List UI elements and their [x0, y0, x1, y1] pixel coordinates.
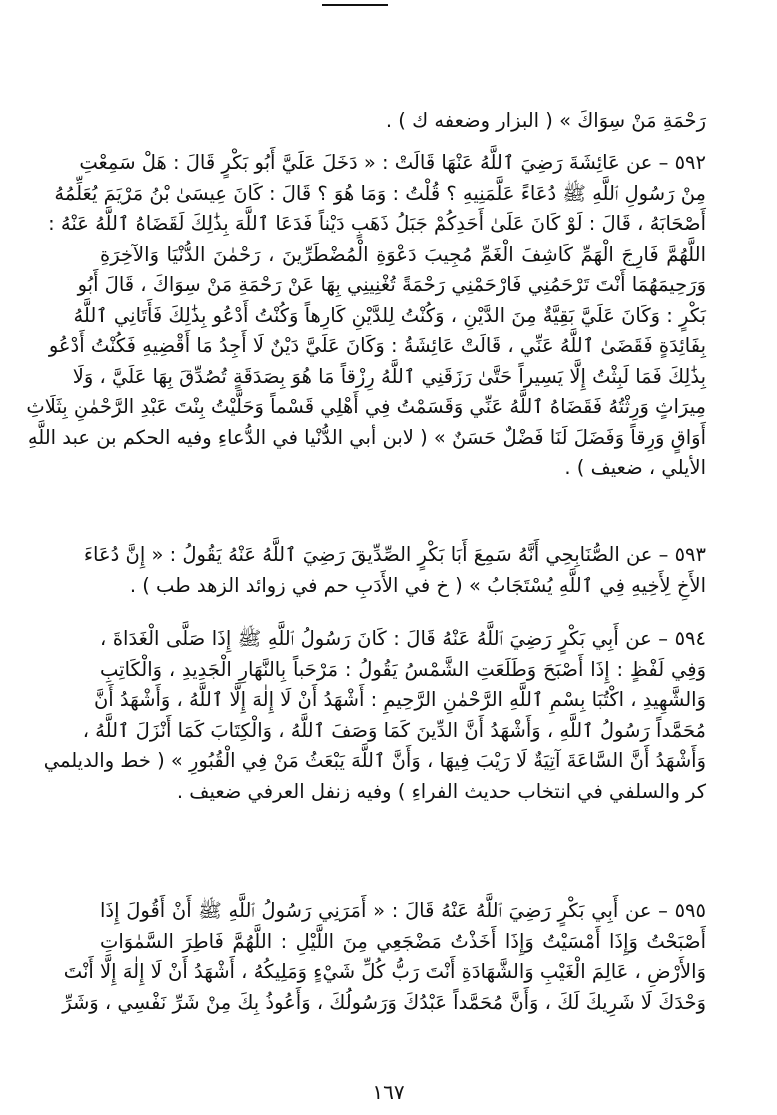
- text-line: وَالأَرْضِ ، عَالِمَ الْغَيْبِ وَالشَّهَادَةِ أَنْتَ رَبُّ كُلِّ شَيْءٍ وَمَلِيكُهُ ، أَشْهَدُ أَنْ لَا إِلٰهَ إِلَّا أَنْتَ: [63, 960, 706, 983]
- text-line: ٥٩٢ – عن عَائِشَةَ رَضِيَ ٱللَّهُ عَنْهَا قَالَتْ : « دَخَلَ عَلَيَّ أَبُو بَكْرٍ قَالَ : هَلْ سَمِعْتِ: [79, 151, 706, 174]
- text-line: بِذَٰلِكَ فَمَا لَبِثْتُ إِلَّا يَسِيراً حَتَّىٰ رَزَقَنِي ٱللَّهُ رِزْقاً مَا هُوَ بِصَدَقَةٍ تُصُدِّقَ بِهَا عَلَيَّ ، وَلَا: [72, 364, 706, 388]
- text-line: كر والسلفي في انتخاب حديث الفراءِ ) وفيه زنفل العرفي ضعيف .: [176, 779, 706, 803]
- text-line: مِيرَاثٍ وَرِثْتُهُ فَقَضَاهُ ٱللَّهُ عَنِّي وَقَسَمْتُ فِي أَهْلِي قَسْماً وَحَلَّيْتُ بِنْتَ عَبْدِ الرَّحْمٰنِ بِثَلَاثِ: [26, 395, 706, 418]
- text-line: رَحْمَةِ مَنْ سِوَاكَ » ( البزار وضعفه ك ) .: [385, 109, 706, 132]
- text-line: ٥٩٥ – عن أَبِي بَكْرٍ رَضِيَ ٱللَّهُ عَنْهُ قَالَ : « أَمَرَنِي رَسُولُ ٱللَّهِ ﷺ أَنْ أَقُولَ إِذَا: [100, 899, 706, 922]
- text-line: الأَخِ لِأَخِيهِ فِي ٱللَّهِ يُسْتَجَابُ » ( خ في الأَدَبِ حم في زوائد الزهد طب ) .: [129, 573, 706, 597]
- text-line: الأيلي ، ضعيف ) .: [564, 456, 706, 479]
- hadith-592-paragraph: [26, 148, 706, 484]
- text-line: بِفَائِدَةٍ فَقَضَىٰ ٱللَّهُ عَنِّي ، قَالَتْ عَائِشَةُ : وَكَانَ عَلَيَّ دَيْنٌ لَا أَجِدُ مَا أَقْضِيهِ فَكُنْتُ أَدْعُو: [48, 334, 706, 357]
- continuation-paragraph: [100, 106, 706, 137]
- text-line: وَفِي لَفْظٍ : إِذَا أَصْبَحَ وَطَلَعَتِ الشَّمْسُ يَقُولُ : مَرْحَباً بِالنَّهَارِ الْجَدِيدِ ، وَالْكَاتِبِ: [100, 657, 706, 681]
- hadith-594-paragraph: [43, 624, 706, 807]
- text-line: أَصْحَابَهُ ، قَالَ : لَوْ كَانَ عَلَىٰ أَحَدِكُمْ جَبَلُ ذَهَبٍ دَيْناً فَدَعَا ٱللَّهَ بِذَٰلِكَ لَقَضَاهُ ٱللَّهُ عَنْهُ :: [48, 212, 706, 235]
- text-line: وَأَشْهَدُ أَنَّ السَّاعَةَ آتِيَةٌ لَا رَيْبَ فِيهَا ، وَأَنَّ ٱللَّهَ يَبْعَثُ مَنْ فِي الْقُبُورِ » ( خط والديلمي: [43, 749, 706, 772]
- hadith-593-paragraph: [83, 540, 706, 601]
- text-line: اللَّهُمَّ فَارِجَ الْهَمِّ كَاشِفَ الْغَمِّ مُجِيبَ دَعْوَةِ الْمُضْطَرِّينَ ، رَحْمٰنَ الدُّنْيَا وَالآخِرَةِ: [100, 242, 706, 266]
- text-line: ٥٩٤ – عن أَبِي بَكْرٍ رَضِيَ ٱللَّهُ عَنْهُ قَالَ : كَانَ رَسُولُ ٱللَّهِ ﷺ إِذَا صَلَّى الْغَدَاةَ ،: [100, 627, 706, 650]
- text-line: بَكْرٍ : وَكَانَ عَلَيَّ بَقِيَّةٌ مِنَ الدَّيْنِ ، وَكُنْتُ لِلدَّيْنِ كَارِهاً وَكُنْتُ أَدْعُو بِذَٰلِكَ فَأَتَانِي ٱللَّهُ: [73, 303, 706, 327]
- text-line: أَوَاقٍ وَرِقاً وَفَضَلَ لَنَا فَضْلٌ حَسَنٌ » ( لابن أبي الدُّنْيا في الدُّعاءِ وفيه الحكم بن عبد اللَّهِ: [27, 425, 706, 449]
- text-line: ٥٩٣ – عن الصُّنَابِحِي أَنَّهُ سَمِعَ أَبَا بَكْرٍ الصِّدِّيقَ رَضِيَ ٱللَّهُ عَنْهُ يَقُولُ : « إِنَّ دُعَاءَ: [83, 543, 706, 566]
- text-line: مِنْ رَسُولِ ٱللَّهِ ﷺ دُعَاءً عَلَّمَنِيهِ ؟ قُلْتُ : وَمَا هُوَ ؟ قَالَ : كَانَ عِيسَىٰ بْنُ مَرْيَمَ يُعَلِّمُهُ: [54, 181, 706, 205]
- text-line: أَصْبَحْتُ وَإِذَا أَمْسَيْتُ وَإِذَا أَخَذْتُ مَضْجَعِي مِنَ اللَّيْلِ : اللَّهُمَّ فَاطِرَ السَّمٰوَاتِ: [100, 929, 706, 953]
- text-line: وَحْدَكَ لَا شَرِيكَ لَكَ ، وَأَنَّ مُحَمَّداً عَبْدُكَ وَرَسُولُكَ ، وَأَعُوذُ بِكَ مِنْ شَرِّ نَفْسِي ، وَشَرِّ: [62, 990, 706, 1014]
- hadith-595-paragraph: [62, 896, 706, 1018]
- page-number: ١٦٧: [372, 1080, 405, 1104]
- top-rule-divider: [322, 4, 388, 6]
- text-line: وَالشَّهِيدِ ، اكْتُبَا بِسْمِ ٱللَّهِ الرَّحْمٰنِ الرَّحِيمِ : أَشْهَدُ أَنْ لَا إِلٰهَ إِلَّا ٱللَّهُ ، وَأَشْهَدُ أَنَّ: [93, 688, 706, 711]
- text-line: وَرَحِيمَهُمَا أَنْتَ تَرْحَمُنِي فَارْحَمْنِي رَحْمَةً تُغْنِينِي بِهَا عَنْ رَحْمَةِ مَنْ سِوَاكَ ، قَالَ أَبُو: [77, 273, 706, 296]
- text-line: مُحَمَّداً رَسُولُ ٱللَّهِ ، وَأَشْهَدُ أَنَّ الدِّينَ كَمَا وَصَفَ ٱللَّهُ ، وَالْكِتَابَ كَمَا أَنْزَلَ ٱللَّهُ ،: [82, 718, 706, 742]
